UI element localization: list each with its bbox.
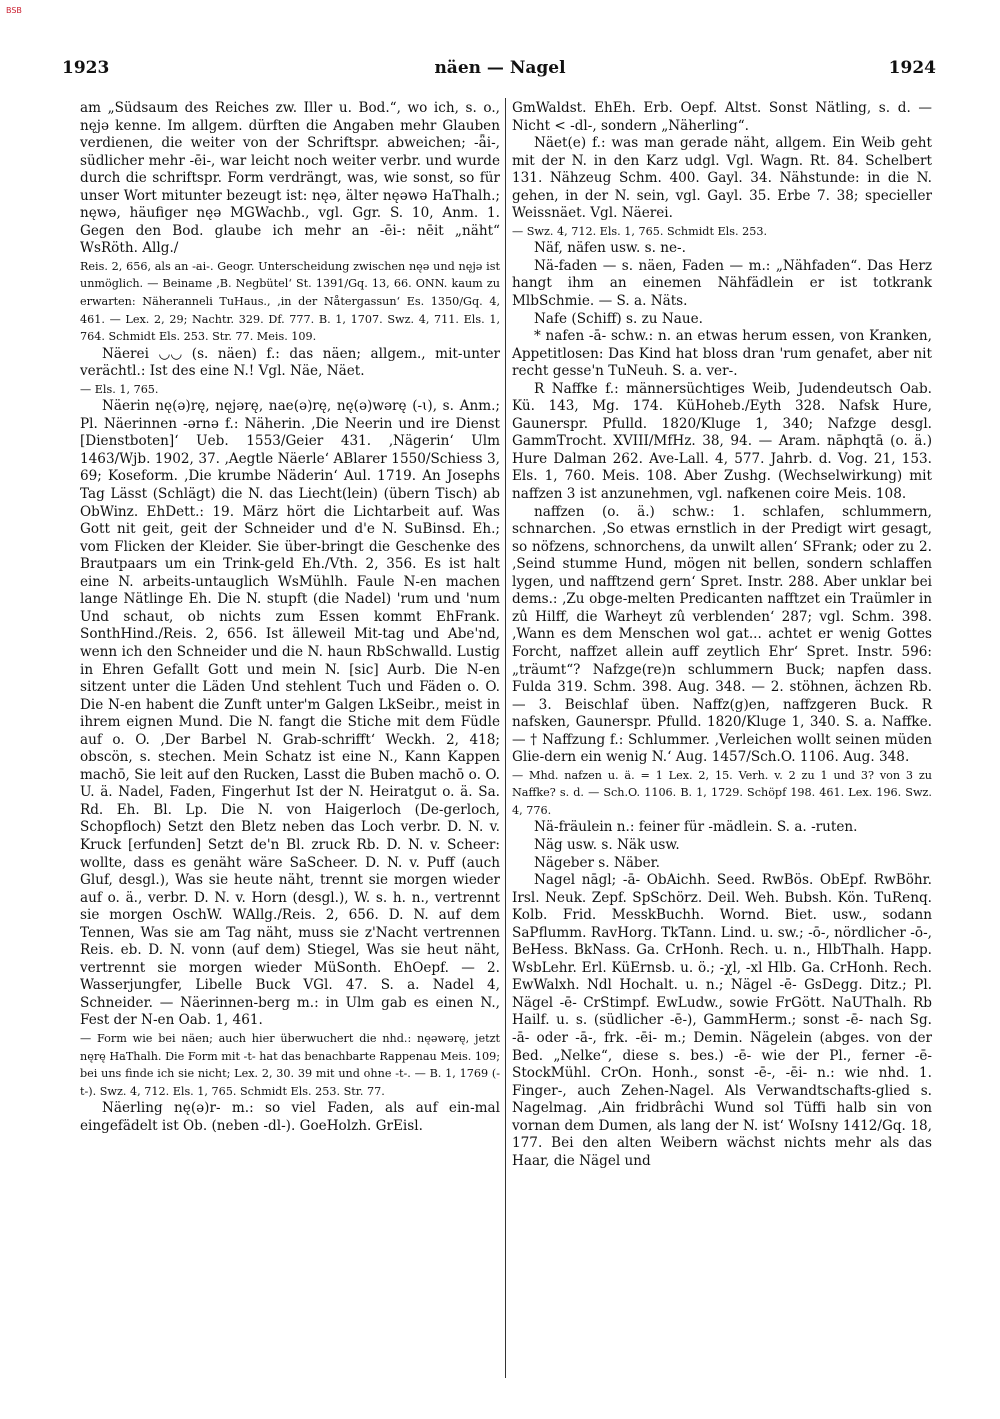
entry-paragraph: Nä-faden — s. näen, Faden — m.: „Nähfaden“. Das Herz hangt ihm an einemen Nähfädlein er ist totkrank MlbSchmie. — S. a. Näts. [512, 257, 932, 310]
entry-paragraph: Näet(e) f.: was man gerade näht, allgem. Ein Weib geht mit der N. in den Karz udgl. Vgl. Wagn. Rt. 84. Schelbert 131. Nähzeug Schm. 400. Gayl. 34. Nähstunde: in die N. gehen, in der N. sein, vgl. Gayl. 35. Erbe 7. 38; specieller Weissnäet. Vgl. Näerei. [512, 135, 932, 222]
running-title: näen — Nagel [434, 58, 566, 78]
entry-paragraph: Näerin nę(ə)rę, nęjərę, nae(ə)rę, nę(ə)wərę (-ɩ), s. Anm.; Pl. Näerinnen -ərnə f.: Näherin. ‚Die Neerin und ire Dienst [Dienstboten]‘ Ueb. 1553/Geier 431. ‚Nägerin‘ Ulm 1463/Wjb. 1902, 37. ‚Aegtle Näerle‘ ABlarer 1550/Schiess 3, 69; Koseform. ‚Die krumbe Näderin‘ Aul. 1719. An Josephs Tag Lässt (Schlägt) die N. das Liecht(lein) (übern Tisch) ab ObWinz. EhDett.: 19. März hört die Lichtarbeit auf. Was Gott nit geit, geit der Schneider und d'e N. SuBinsd. Eh.; vom Flicken der Kleider. Sie über-bringt die Geschenke des Brautpaars um ein Trink-geld Eh./Vth. 2, 356. Es ist halt eine N. arbeits-untauglich WsMühlh. Faule N-en machen lange Nätlinge Eh. Die N. stupft (die Nadel) 'rum und 'num Und schaut, ob nichts zum Essen kommt EhFrank. SonthHind./Reis. 2, 656. Ist älleweil Mit-tag und Abe'nd, wenn ich den Schneider und die N. haun RbSchwalld. Lustig in Ehren Gefallt Gott und mein N. [sic] Aurb. Die N-en sitzent unter die Läden Und stehlent Tuch und Fäden o. O. Die N-en habent die Zunft unter'm Galgen LkSeibr., meist in ihrem eignen Mund. Die N. fangt die Stiche mit dem Füdle auf o. O. ‚Der Barbel N. Grab-schrifft‘ Weckh. 2, 418; obscön, s. stechen. Mein Schatz ist eine N., Kann Kappen machō, Sie leit auf den Rucken, Lasst die Buben machō o. O. U. ä. Nadel, Faden, Fingerhut Ist der N. Heiratgut o. ä. Sa. Rd. Eh. Bl. Lp. Die N. von Haigerloch (De-gerloch, Schopfloch) Setzt den Bletz neben das Loch verbr. D. N. v. Kruck [erfunden] Setzt de'n Bl. zruck Rb. D. N. v. Scheer: wollte, dass es genäht wäre SaScheer. D. N. v. Puff (auch Gluf, desgl.), Was sie heute näht, trennt sie morgen wieder auf o. ä., verbr. D. N. v. Horn (desgl.), W. s. h. n., vertrennt sie morgen OschW. WAllg./Reis. 2, 656. D. N. auf dem Tennen, Was sie am Tag näht, muss sie z'Nacht vertrennen Reis. eb. D. N. vonn (auf dem) Stiegel, Was sie heut näht, vertrennt sie morgen wieder MüSonth. EhOepf. — 2. Wasserjungfer, Libelle Buck VGl. 47. S. a. Nadel 4, Schneider. — Näerinnen-berg m.: in Ulm gab es einen N., Fest der N-en Oab. 1, 461. [80, 398, 500, 1029]
entry-paragraph: Näerling nę(ə)r- m.: so viel Faden, als auf ein-mal eingefädelt ist Ob. (neben -dl-). GoeHolzh. GrEisl. [80, 1100, 500, 1134]
entry-paragraph: Nafe (Schiff) s. zu Naue. [534, 310, 703, 327]
entry-paragraph: — Form wie bei näen; auch hier überwuchert die nhd.: nęəwərę, jetzt nęrę HaThalh. Die Form mit -t- hat das benachbarte Rappenau Meis. 109; bei uns finde ich sie nicht; Lex. 2, 30. 39 mit und ohne -t-. — B. 1, 1769 (-t-). Swz. 4, 712. Els. 1, 765. Schmidt Els. 253. Str. 77. [80, 1031, 500, 1098]
entry-paragraph: am „Südsaum des Reiches zw. Iller u. Bod.“, wo ich, s. o., nęjə kenne. Im allgem. dürften die Angaben mehr Glauben verdienen, die weiter von der Schriftspr. abweichen; -ǟi-, südlicher mehr -ēi-, war leicht noch weiter verbr. und wurde durch die schriftspr. Form verdrängt, was, wie sonst, so für unser Wort mitunter bezeugt ist: nęə, älter nęəwə HaThalh.; nęwə, häufiger nęə MGWachb., vgl. Ggr. S. 10, Anm. 1. Gegen den Bod. glaube ich mehr an -ēi-: nēit „näht“ WsRöth. Allg./ [80, 100, 500, 257]
entry-paragraph: Reis. 2, 656, als an -ai-. Geogr. Unterscheidung zwischen nęə und nęjə ist unmöglich. — Beiname ‚B. Negbütel‘ St. 1391/Gq. 13, 66. ONN. kaum zu erwarten: Näheranneli TuHaus., ‚in der Nåtergassun‘ Es. 1350/Gq. 4, 461. — Lex. 2, 29; Nachtr. 329. Df. 777. B. 1, 1707. Swz. 4, 711. Els. 1, 764. Schmidt Els. 253. Str. 77. Meis. 109. [80, 259, 500, 344]
entry-paragraph: R Naffke f.: männersüchtiges Weib, Judendeutsch Oab. Kü. 143, Mg. 174. KüHoheb./Eyth 328. Nafsk Hure, Gaunerspr. Pfulld. 1820/Kluge 1, 340; Nafzge desgl. GammTrocht. XVIII/MfHz. 38, 94. — Aram. nāphqtā (o. ä.) Hure Dalman 262. Ave-Lall. 4, 577. Jahrb. d. Vog. 21, 153. Els. 1, 760. Meis. 108. Aber Zushg. (Wechselwirkung) mit naffzen 3 ist anzunehmen, vgl. nafkenen coire Meis. 108. [512, 380, 932, 503]
entry-paragraph: Näg usw. s. Näk usw. [534, 836, 680, 853]
entry-paragraph: * nafen -ā- schw.: n. an etwas herum essen, von Kranken, Appetitlosen: Das Kind hat bloss dran 'rum genafet, aber nit recht gesse'n TuNeuh. S. a. ver-. [512, 328, 932, 380]
entry-paragraph: Nägeber s. Näber. [534, 854, 661, 871]
entry-paragraph: — Mhd. nafzen u. ä. = 1 Lex. 2, 15. Verh. v. 2 zu 1 und 3? von 3 zu Naffke? s. d. — Sch.O. 1106. B. 1, 1729. Schöpf 198. 461. Lex. 196. Swz. 4, 776. [512, 768, 932, 817]
entry-paragraph: GmWaldst. EhEh. Erb. Oepf. Altst. Sonst Nätling, s. d. — Nicht < -dl-, sondern „Näherling“. [512, 100, 932, 134]
entry-paragraph: Nä-fräulein n.: feiner für -mädlein. S. a. -ruten. [534, 819, 858, 836]
entry-paragraph: Näerei ◡◡ (s. näen) f.: das näen; allgem., mit-unter verächtl.: Ist des eine N.! Vgl. Näe, Näet. [80, 345, 500, 380]
page-header [0, 58, 1000, 82]
column-divider [505, 98, 506, 1378]
entry-paragraph: Nagel nāgl; -ā- ObAichh. Seed. RwBös. ObEpf. RwBöhr. Irsl. Neuk. Zepf. SpSchörz. Deil. Weh. Bubsh. Kön. TuRenq. Kolb. Frid. MesskBuchh. Wornd. Biet. usw., sodann SaPflumm. RavHorg. TkTann. Lind. u. sw.; -ō-, nördlicher -ō-, BeHess. BkNass. Ga. CrHonh. Rech. u. n., HlbThalh. Happ. WsbLehr. Erl. KüErnsb. u. ö.; -χl, -xl Hlb. Ga. CrHonh. Rech. EwWalxh. Ndl Hochalt. u. n.; Nägel -ē- GsDegg. Ditz.; Pl. Nägel -ē- CrStimpf. EwLudw., sowie FrGött. NaUThalh. Rb Hailf. u. s. (südlicher -ē-), GammHerm.; sonst -ē- nach Sg. -ā- oder -ā-, frk. -ēi- m.; Demin. Nägelein (abges. von der Bed. „Nelke“, diese s. bes.) -ē- wie der Pl., ferner -ē- StockMühl. CrOn. Honh., sonst -ē-, -ēi- n.: wie nhd. 1. Finger-, auch Zehen-Nagel. Als Verwandtschafts-glied s. Nagelmag. ‚Ain fridbrâchi Wund sol Tüffi halb sin von vornan dem Dumen, als lang der N. ist‘ WoIsny 1412/Gq. 18, 177. Bei den alten Weibern wächst nichts mehr als das Haar, die Nägel und [512, 872, 932, 1169]
right-column [512, 100, 932, 1170]
library-stamp: BSB [6, 6, 22, 15]
page-number-left: 1923 [62, 58, 110, 78]
left-column [80, 100, 500, 1135]
entry-paragraph: naffzen (o. ä.) schw.: 1. schlafen, schlummern, schnarchen. ‚So etwas ernstlich in der Predigt wirt gesagt, so nöfzens, schnorchens, da unwilt allen‘ SFrank; oder zu 2. ‚Seind stumme Hund, mögen nit bellen, sondern schlaffen lygen, und nafftzend gern‘ Spret. Instr. 288. Aber unklar bei dems.: ‚Zu obge-melten Predicanten nafftzet ein Traümler in zû Hilff, die Warheyt zû verblenden‘ 287; vgl. Schm. 398. ‚Wann es dem Menschen wol gat... achtet er wenig Gottes Forcht, naffzet allein auff zeytlich Ehr‘ Spret. Instr. 596: „träumt“? Nafzge(re)n schlummern Buck; napfen dass. Fulda 319. Schm. 398. Aug. 348. — 2. stöhnen, ächzen Rb. — 3. Beischlaf üben. Naffz(g)en, naffzgeren Buck. R nafsken, Gaunerspr. Pfulld. 1820/Kluge 1, 340. S. a. Naffke. — † Naffzung f.: Schlummer. ‚Verleichen wollt seinen müden Glie-dern ein wenig N.‘ Aug. 1457/Sch.O. 1106. Aug. 348. [512, 503, 932, 766]
entry-paragraph: — Swz. 4, 712. Els. 1, 765. Schmidt Els. 253. [512, 224, 768, 238]
entry-paragraph: — Els. 1, 765. [80, 382, 159, 396]
page-number-right: 1924 [888, 58, 936, 78]
entry-paragraph: Näf, näfen usw. s. ne-. [534, 240, 686, 257]
